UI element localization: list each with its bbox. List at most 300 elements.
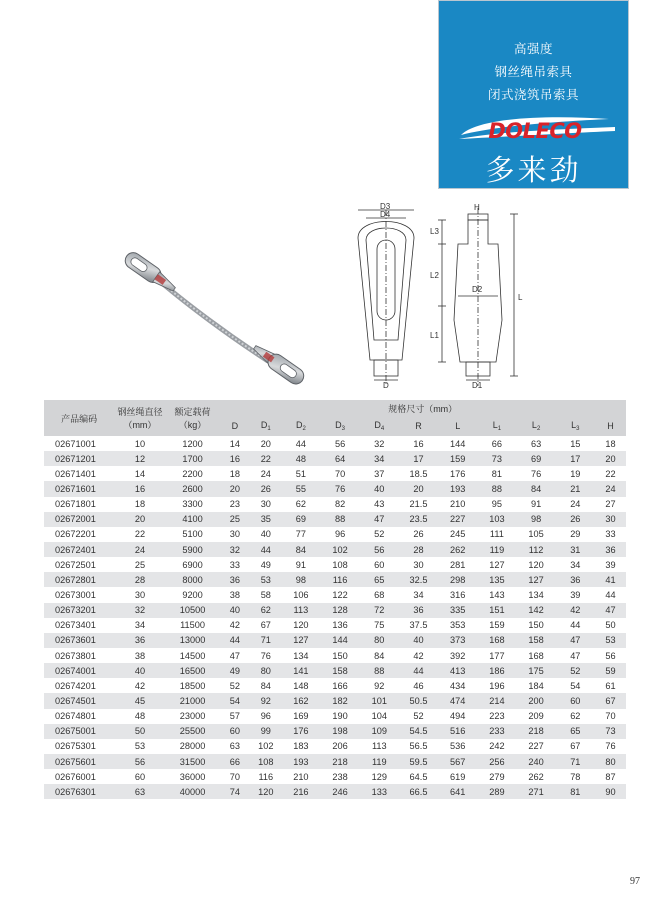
table-cell: 71: [250, 633, 281, 648]
table-cell: 40: [219, 603, 250, 618]
table-cell: 245: [438, 527, 477, 542]
header-dim-main: L: [531, 420, 537, 430]
table-cell: 47: [556, 648, 595, 663]
table-cell: 281: [438, 557, 477, 572]
table-cell: 16: [219, 451, 250, 466]
table-cell: 84: [517, 481, 556, 496]
table-cell: 46: [399, 678, 438, 693]
table-cell: 81: [477, 466, 516, 481]
product-code-cell: 02674201: [44, 678, 114, 693]
table-cell: 120: [281, 618, 320, 633]
header-dim-main: D: [374, 420, 381, 430]
label-d3: D3: [380, 202, 391, 211]
table-cell: 619: [438, 769, 477, 784]
table-cell: 159: [477, 618, 516, 633]
table-cell: 128: [320, 603, 359, 618]
product-code-cell: 02674001: [44, 663, 114, 678]
header-dim: [320, 416, 359, 436]
table-cell: 186: [477, 663, 516, 678]
table-cell: 227: [517, 739, 556, 754]
table-cell: 98: [517, 512, 556, 527]
header-diameter-label: 钢丝绳直径: [117, 407, 163, 417]
header-dim: [219, 416, 250, 436]
table-row: [44, 542, 626, 557]
table-row: [44, 754, 626, 769]
table-cell: 3300: [166, 497, 220, 512]
table-cell: 18: [114, 497, 166, 512]
table-cell: 88: [320, 512, 359, 527]
table-cell: 47: [556, 633, 595, 648]
table-cell: 5900: [166, 542, 220, 557]
table-cell: 206: [320, 739, 359, 754]
table-cell: 10: [114, 436, 166, 451]
table-cell: 76: [595, 739, 626, 754]
table-cell: 159: [438, 451, 477, 466]
table-cell: 190: [320, 709, 359, 724]
table-cell: 148: [281, 678, 320, 693]
table-cell: 335: [438, 603, 477, 618]
header-dim-main: D: [260, 420, 268, 430]
table-cell: 30: [595, 512, 626, 527]
table-cell: 32: [219, 542, 250, 557]
table-cell: 65: [556, 724, 595, 739]
table-cell: 40: [250, 527, 281, 542]
header-dim: [595, 416, 626, 436]
product-code-cell: 02675301: [44, 739, 114, 754]
table-cell: 127: [517, 572, 556, 587]
table-cell: 14500: [166, 648, 220, 663]
table-cell: 494: [438, 709, 477, 724]
table-cell: 49: [250, 557, 281, 572]
header-line-sling: 钢丝绳吊索具: [494, 64, 573, 79]
table-cell: 176: [281, 724, 320, 739]
table-cell: 198: [320, 724, 359, 739]
table-cell: 73: [477, 451, 516, 466]
table-cell: 80: [250, 663, 281, 678]
table-cell: 233: [477, 724, 516, 739]
table-cell: 54: [556, 678, 595, 693]
header-dim-sub: 3: [341, 426, 345, 432]
table-cell: 47: [595, 603, 626, 618]
table-row: [44, 557, 626, 572]
table-cell: 65: [360, 572, 399, 587]
header-dim: [281, 416, 320, 436]
table-cell: 158: [320, 663, 359, 678]
table-cell: 52: [556, 663, 595, 678]
table-cell: 42: [114, 678, 166, 693]
table-cell: 88: [360, 663, 399, 678]
table-cell: 64.5: [399, 769, 438, 784]
table-cell: 76: [517, 466, 556, 481]
table-cell: 91: [281, 557, 320, 572]
table-cell: 289: [477, 784, 516, 799]
table-cell: 103: [477, 512, 516, 527]
table-cell: 119: [360, 754, 399, 769]
table-cell: 52: [360, 527, 399, 542]
table-cell: 193: [438, 481, 477, 496]
table-cell: 135: [477, 572, 516, 587]
table-row: [44, 769, 626, 784]
table-cell: 63: [219, 739, 250, 754]
table-cell: 22: [250, 451, 281, 466]
table-cell: 108: [250, 754, 281, 769]
table-cell: 536: [438, 739, 477, 754]
table-cell: 90: [595, 784, 626, 799]
header-load-unit: （kg）: [178, 420, 207, 430]
table-cell: 92: [360, 678, 399, 693]
brand-name-cn: 多来劲: [485, 153, 582, 187]
header-dim-main: D: [231, 421, 239, 431]
table-cell: 193: [281, 754, 320, 769]
table-cell: 111: [477, 527, 516, 542]
product-code-cell: 02674501: [44, 693, 114, 708]
table-cell: 92: [250, 693, 281, 708]
table-cell: 2200: [166, 466, 220, 481]
product-code-cell: 02671601: [44, 481, 114, 496]
table-cell: 60: [360, 557, 399, 572]
table-cell: 78: [556, 769, 595, 784]
table-cell: 69: [517, 451, 556, 466]
table-cell: 19: [556, 466, 595, 481]
table-cell: 76: [320, 481, 359, 496]
table-cell: 26: [399, 527, 438, 542]
header-dim-sub: 1: [497, 426, 502, 432]
table-cell: 28: [399, 542, 438, 557]
table-cell: 6900: [166, 557, 220, 572]
table-cell: 106: [281, 587, 320, 602]
table-cell: 34: [360, 451, 399, 466]
table-cell: 66: [477, 436, 516, 451]
table-cell: 40: [399, 633, 438, 648]
table-cell: 48: [114, 709, 166, 724]
header-dim-main: D: [295, 420, 303, 430]
table-cell: 641: [438, 784, 477, 799]
header-dim-main: H: [607, 421, 614, 431]
table-cell: 59.5: [399, 754, 438, 769]
table-row: [44, 527, 626, 542]
table-cell: 168: [477, 633, 516, 648]
table-cell: 71: [556, 754, 595, 769]
table-cell: 45: [114, 693, 166, 708]
product-code-cell: 02672201: [44, 527, 114, 542]
product-code-cell: 02673201: [44, 603, 114, 618]
header-dim-main: R: [415, 421, 422, 431]
table-cell: 50: [595, 618, 626, 633]
table-cell: 113: [360, 739, 399, 754]
table-cell: 214: [477, 693, 516, 708]
table-cell: 29: [556, 527, 595, 542]
table-cell: 48: [281, 451, 320, 466]
table-cell: 26: [556, 512, 595, 527]
table-cell: 67: [556, 739, 595, 754]
label-l3: L3: [430, 227, 439, 236]
table-cell: 144: [438, 436, 477, 451]
table-cell: 96: [250, 709, 281, 724]
table-cell: 109: [360, 724, 399, 739]
table-cell: 218: [517, 724, 556, 739]
table-cell: 134: [281, 648, 320, 663]
table-cell: 72: [360, 603, 399, 618]
table-cell: 20: [114, 512, 166, 527]
label-d4: D4: [380, 210, 391, 219]
header-line-closed-socket: 闭式浇筑吊索具: [487, 87, 579, 102]
table-row: [44, 436, 626, 451]
label-d1: D1: [472, 381, 483, 390]
table-row: [44, 648, 626, 663]
table-cell: 2600: [166, 481, 220, 496]
table-cell: 24: [595, 481, 626, 496]
table-cell: 56: [360, 542, 399, 557]
table-cell: 162: [281, 693, 320, 708]
product-code-cell: 02673401: [44, 618, 114, 633]
product-code-cell: 02672801: [44, 572, 114, 587]
table-cell: 84: [281, 542, 320, 557]
table-cell: 34: [399, 587, 438, 602]
label-l: L: [518, 293, 523, 302]
table-cell: 38: [114, 648, 166, 663]
table-cell: 143: [477, 587, 516, 602]
table-cell: 76: [250, 648, 281, 663]
table-cell: 25: [114, 557, 166, 572]
table-cell: 84: [360, 648, 399, 663]
table-cell: 56.5: [399, 739, 438, 754]
table-cell: 27: [595, 497, 626, 512]
table-cell: 119: [477, 542, 516, 557]
table-cell: 32: [114, 603, 166, 618]
table-cell: 84: [250, 678, 281, 693]
product-code-cell: 02672001: [44, 512, 114, 527]
product-code-cell: 02674801: [44, 709, 114, 724]
table-cell: 256: [477, 754, 516, 769]
table-cell: 12: [114, 451, 166, 466]
table-cell: 101: [360, 693, 399, 708]
header-dim-main: L: [455, 421, 461, 431]
table-cell: 150: [517, 618, 556, 633]
table-cell: 182: [320, 693, 359, 708]
table-cell: 99: [250, 724, 281, 739]
header-dim: [477, 416, 516, 436]
table-cell: 30: [219, 527, 250, 542]
table-cell: 21000: [166, 693, 220, 708]
table-cell: 75: [360, 618, 399, 633]
table-cell: 14: [219, 436, 250, 451]
product-code-cell: 02672401: [44, 542, 114, 557]
table-cell: 316: [438, 587, 477, 602]
table-cell: 62: [556, 709, 595, 724]
table-cell: 31: [556, 542, 595, 557]
table-cell: 81: [556, 784, 595, 799]
table-cell: 63: [114, 784, 166, 799]
table-cell: 28: [114, 572, 166, 587]
table-cell: 474: [438, 693, 477, 708]
table-cell: 184: [517, 678, 556, 693]
table-cell: 36: [595, 542, 626, 557]
header-dim-main: L: [571, 420, 577, 430]
table-cell: 20: [250, 436, 281, 451]
table-cell: 11500: [166, 618, 220, 633]
table-cell: 392: [438, 648, 477, 663]
table-cell: 52: [399, 709, 438, 724]
table-cell: 40000: [166, 784, 220, 799]
header-dim: [360, 416, 399, 436]
table-cell: 5100: [166, 527, 220, 542]
table-cell: 44: [219, 633, 250, 648]
header-dim: [556, 416, 595, 436]
table-cell: 223: [477, 709, 516, 724]
header-dimensions-group: 规格尺寸（mm）: [219, 400, 626, 416]
sling-product-photo: [118, 235, 318, 405]
product-code-cell: 02671801: [44, 497, 114, 512]
table-cell: 52: [219, 678, 250, 693]
table-row: [44, 739, 626, 754]
table-cell: 22: [114, 527, 166, 542]
header-load-label: 额定载荷: [174, 407, 211, 417]
table-cell: 24: [556, 497, 595, 512]
table-cell: 49: [219, 663, 250, 678]
table-cell: 36: [556, 572, 595, 587]
table-cell: 15: [556, 436, 595, 451]
table-cell: 80: [595, 754, 626, 769]
table-cell: 150: [320, 648, 359, 663]
table-cell: 127: [477, 557, 516, 572]
product-code-cell: 02671201: [44, 451, 114, 466]
table-cell: 50: [114, 724, 166, 739]
table-cell: 200: [517, 693, 556, 708]
table-cell: 14: [114, 466, 166, 481]
brand-header-box: [438, 0, 629, 189]
table-cell: 53: [250, 572, 281, 587]
table-cell: 50.5: [399, 693, 438, 708]
product-code-cell: 02675001: [44, 724, 114, 739]
header-dim-sub: 2: [536, 426, 541, 432]
table-cell: 16: [399, 436, 438, 451]
table-row: [44, 709, 626, 724]
table-cell: 20: [595, 451, 626, 466]
table-cell: 142: [517, 603, 556, 618]
table-cell: 67: [250, 618, 281, 633]
table-cell: 23.5: [399, 512, 438, 527]
header-dim-sub: 3: [576, 426, 580, 432]
table-row: [44, 663, 626, 678]
table-cell: 151: [477, 603, 516, 618]
header-dim-sub: 4: [380, 426, 385, 432]
table-cell: 516: [438, 724, 477, 739]
table-cell: 60: [114, 769, 166, 784]
table-cell: 70: [219, 769, 250, 784]
table-cell: 56: [114, 754, 166, 769]
table-cell: 33: [595, 527, 626, 542]
table-cell: 70: [595, 709, 626, 724]
table-cell: 77: [281, 527, 320, 542]
header-code: 产品编码: [44, 400, 114, 436]
header-load: [166, 400, 220, 436]
product-code-cell: 02676301: [44, 784, 114, 799]
table-cell: 18: [595, 436, 626, 451]
table-cell: 4100: [166, 512, 220, 527]
table-cell: 210: [281, 769, 320, 784]
table-cell: 54.5: [399, 724, 438, 739]
table-cell: 74: [219, 784, 250, 799]
table-cell: 33: [219, 557, 250, 572]
product-code-cell: 02673001: [44, 587, 114, 602]
table-cell: 66: [219, 754, 250, 769]
table-cell: 120: [517, 557, 556, 572]
table-cell: 34: [114, 618, 166, 633]
table-cell: 60: [556, 693, 595, 708]
table-cell: 22: [595, 466, 626, 481]
table-cell: 30: [250, 497, 281, 512]
table-cell: 8000: [166, 572, 220, 587]
table-cell: 279: [477, 769, 516, 784]
table-cell: 166: [320, 678, 359, 693]
table-cell: 26: [250, 481, 281, 496]
table-cell: 36000: [166, 769, 220, 784]
page-number: 97: [630, 876, 640, 887]
table-cell: 129: [360, 769, 399, 784]
table-cell: 41: [595, 572, 626, 587]
table-cell: 24: [114, 542, 166, 557]
table-cell: 246: [320, 784, 359, 799]
table-cell: 116: [320, 572, 359, 587]
table-cell: 262: [517, 769, 556, 784]
table-cell: 183: [281, 739, 320, 754]
table-row: [44, 603, 626, 618]
table-cell: 59: [595, 663, 626, 678]
table-cell: 32.5: [399, 572, 438, 587]
table-cell: 39: [595, 557, 626, 572]
spec-table-wrapper: [44, 400, 626, 799]
table-cell: 87: [595, 769, 626, 784]
table-cell: 18.5: [399, 466, 438, 481]
product-code-cell: 02673601: [44, 633, 114, 648]
table-cell: 47: [219, 648, 250, 663]
table-row: [44, 678, 626, 693]
table-row: [44, 512, 626, 527]
table-cell: 21: [556, 481, 595, 496]
table-cell: 116: [250, 769, 281, 784]
table-row: [44, 633, 626, 648]
table-cell: 70: [320, 466, 359, 481]
table-cell: 51: [281, 466, 320, 481]
table-cell: 34: [556, 557, 595, 572]
table-cell: 57: [219, 709, 250, 724]
table-cell: 353: [438, 618, 477, 633]
table-row: [44, 587, 626, 602]
table-cell: 16: [114, 481, 166, 496]
product-code-cell: 02676001: [44, 769, 114, 784]
header-dim-main: D: [335, 420, 342, 430]
table-cell: 38: [219, 587, 250, 602]
table-cell: 42: [556, 603, 595, 618]
table-cell: 56: [320, 436, 359, 451]
table-cell: 120: [250, 784, 281, 799]
table-cell: 262: [438, 542, 477, 557]
label-l2: L2: [430, 271, 439, 280]
table-cell: 47: [360, 512, 399, 527]
header-diameter: [114, 400, 166, 436]
table-cell: 62: [250, 603, 281, 618]
header-dim: [517, 416, 556, 436]
table-cell: 55: [281, 481, 320, 496]
header-dim-main: L: [492, 420, 498, 430]
table-cell: 37.5: [399, 618, 438, 633]
table-cell: 133: [360, 784, 399, 799]
table-cell: 88: [477, 481, 516, 496]
table-cell: 127: [281, 633, 320, 648]
table-cell: 23000: [166, 709, 220, 724]
table-cell: 20: [219, 481, 250, 496]
table-cell: 39: [556, 587, 595, 602]
